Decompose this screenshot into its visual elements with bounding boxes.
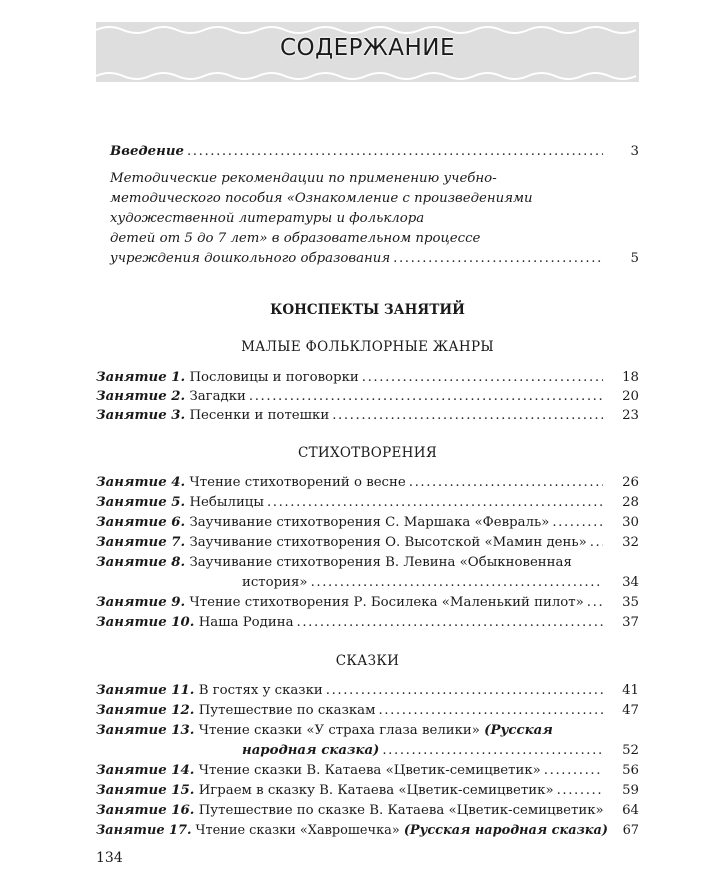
title-banner xyxy=(96,22,639,82)
entry-lead: Занятие 9. xyxy=(96,595,186,610)
entry-text: история» xyxy=(242,575,308,590)
page-title: СОДЕРЖАНИЕ xyxy=(279,35,456,61)
entry-text: Заучивание стихотворения С. Маршака «Февраль» xyxy=(189,515,550,530)
entry-page: 5 xyxy=(630,251,639,266)
toc-entry[interactable] xyxy=(96,593,639,613)
entry-lead: Занятие 7. xyxy=(96,535,186,550)
entry-lead: Занятие 15. xyxy=(96,783,195,798)
toc-entry[interactable] xyxy=(96,493,639,513)
entry-page: 52 xyxy=(622,743,639,758)
entry-note: (Русская xyxy=(484,723,553,738)
entry-text: Пословицы и поговорки xyxy=(189,370,359,385)
toc-entry-guidelines-line[interactable] xyxy=(110,169,639,189)
dot-leader xyxy=(587,593,603,613)
entry-page: 37 xyxy=(622,615,639,630)
entry-text: Чтение сказки В. Катаева «Цветик-семицветик» xyxy=(198,763,541,778)
toc-entry[interactable] xyxy=(96,801,639,821)
entry-text: Чтение сказки «Хаврошечка» xyxy=(195,823,400,838)
entry-page: 30 xyxy=(622,515,639,530)
entry-page: 18 xyxy=(622,370,639,385)
toc-entry[interactable] xyxy=(96,406,639,426)
dot-leader xyxy=(187,142,603,162)
dot-leader xyxy=(267,493,603,513)
entry-text: Чтение стихотворений о весне xyxy=(189,475,406,490)
toc-entry[interactable] xyxy=(96,513,639,533)
toc-entry-continuation[interactable] xyxy=(96,573,639,593)
entry-text: учреждения дошкольного образования xyxy=(110,251,391,266)
section-heading: СТИХОТВОРЕНИЯ xyxy=(297,445,438,461)
entry-text: Методические рекомендации по применению учебно- xyxy=(110,171,497,186)
entry-text: Загадки xyxy=(189,389,246,404)
dot-leader xyxy=(393,249,603,269)
dot-leader xyxy=(362,368,603,388)
section-heading: МАЛЫЕ ФОЛЬКЛОРНЫЕ ЖАНРЫ xyxy=(241,339,494,355)
entry-note: народная сказка) xyxy=(242,743,380,758)
section-heading: СКАЗКИ xyxy=(335,653,400,669)
section-heading-main: КОНСПЕКТЫ ЗАНЯТИЙ xyxy=(270,302,465,318)
entry-lead: Занятие 10. xyxy=(96,615,195,630)
entry-text: Наша Родина xyxy=(198,615,294,630)
entry-text: Небылицы xyxy=(189,495,264,510)
entry-page: 56 xyxy=(622,763,639,778)
toc-entry-guidelines-line[interactable] xyxy=(110,189,639,209)
dot-leader xyxy=(557,781,603,801)
entry-page: 26 xyxy=(622,475,639,490)
toc-entry[interactable] xyxy=(96,553,639,573)
toc-entry[interactable] xyxy=(96,368,639,388)
entry-lead: Занятие 4. xyxy=(96,475,186,490)
dot-leader xyxy=(409,473,603,493)
entry-page: 41 xyxy=(622,683,639,698)
dot-leader xyxy=(544,761,603,781)
entry-text: Песенки и потешки xyxy=(189,408,330,423)
entry-page: 23 xyxy=(622,408,639,423)
toc-entry[interactable] xyxy=(96,701,639,721)
entry-lead: Занятие 8. xyxy=(96,555,186,570)
entry-lead: Занятие 1. xyxy=(96,370,186,385)
entry-text: методического пособия «Ознакомление с произведениями xyxy=(110,191,533,206)
toc-entry[interactable] xyxy=(96,681,639,701)
toc-entry[interactable] xyxy=(96,821,639,841)
entry-text: Заучивание стихотворения В. Левина «Обыкновенная xyxy=(189,555,572,570)
entry-page: 32 xyxy=(622,535,639,550)
entry-lead: Занятие 5. xyxy=(96,495,186,510)
page-number: 134 xyxy=(96,850,123,866)
toc-entry-continuation[interactable] xyxy=(96,741,639,761)
entry-text: Путешествие по сказкам xyxy=(198,703,376,718)
entry-page: 59 xyxy=(622,783,639,798)
wave-border-top-icon xyxy=(96,24,639,34)
toc-entry[interactable] xyxy=(96,533,639,553)
entry-page: 28 xyxy=(622,495,639,510)
entry-text: Чтение стихотворения Р. Босилека «Маленький пилот» xyxy=(189,595,584,610)
entry-page: 34 xyxy=(622,575,639,590)
entry-text: Играем в сказку В. Катаева «Цветик-семицветик» xyxy=(198,783,554,798)
dot-leader xyxy=(382,741,603,761)
entry-text: Путешествие по сказке В. Катаева «Цветик-семицветик» xyxy=(198,803,604,818)
dot-leader xyxy=(590,533,603,553)
entry-text: детей от 5 до 7 лет» в образовательном процессе xyxy=(110,231,481,246)
toc-entry-guidelines-line[interactable] xyxy=(110,209,639,229)
entry-lead: Занятие 6. xyxy=(96,515,186,530)
entry-lead: Занятие 2. xyxy=(96,389,186,404)
entry-text: В гостях у сказки xyxy=(198,683,323,698)
entry-page: 67 xyxy=(622,823,639,838)
entry-lead: Занятие 16. xyxy=(96,803,195,818)
wave-border-bottom-icon xyxy=(96,70,639,80)
dot-leader xyxy=(378,701,603,721)
dot-leader xyxy=(552,513,603,533)
toc-entry[interactable] xyxy=(96,781,639,801)
entry-page: 64 xyxy=(622,803,639,818)
toc-entry-guidelines-line[interactable] xyxy=(110,229,639,249)
entry-text: художественной литературы и фольклора xyxy=(110,211,425,226)
entry-lead: Занятие 3. xyxy=(96,408,186,423)
entry-page: 35 xyxy=(622,595,639,610)
toc-entry[interactable] xyxy=(96,613,639,633)
toc-entry[interactable] xyxy=(96,387,639,407)
dot-leader xyxy=(249,387,603,407)
dot-leader xyxy=(332,406,603,426)
dot-leader xyxy=(311,573,603,593)
entry-lead: Занятие 14. xyxy=(96,763,195,778)
entry-note: (Русская народная сказка) xyxy=(403,823,608,838)
toc-entry[interactable] xyxy=(96,761,639,781)
entry-lead: Занятие 11. xyxy=(96,683,195,698)
entry-text: Заучивание стихотворения О. Высотской «Мамин день» xyxy=(189,535,587,550)
entry-page: 20 xyxy=(622,389,639,404)
toc-entry-guidelines[interactable] xyxy=(110,249,639,269)
entry-lead: Занятие 13. xyxy=(96,723,195,738)
entry-lead: Занятие 12. xyxy=(96,703,195,718)
entry-page: 47 xyxy=(622,703,639,718)
entry-lead: Занятие 17. xyxy=(96,823,192,838)
toc-entry-introduction[interactable] xyxy=(110,142,639,162)
dot-leader xyxy=(297,613,603,633)
entry-text: Чтение сказки «У страха глаза велики» xyxy=(198,723,480,738)
entry-title: Введение xyxy=(110,144,184,159)
entry-page: 3 xyxy=(630,144,639,159)
toc-entry[interactable] xyxy=(96,721,639,741)
dot-leader xyxy=(326,681,603,701)
toc-entry[interactable] xyxy=(96,473,639,493)
